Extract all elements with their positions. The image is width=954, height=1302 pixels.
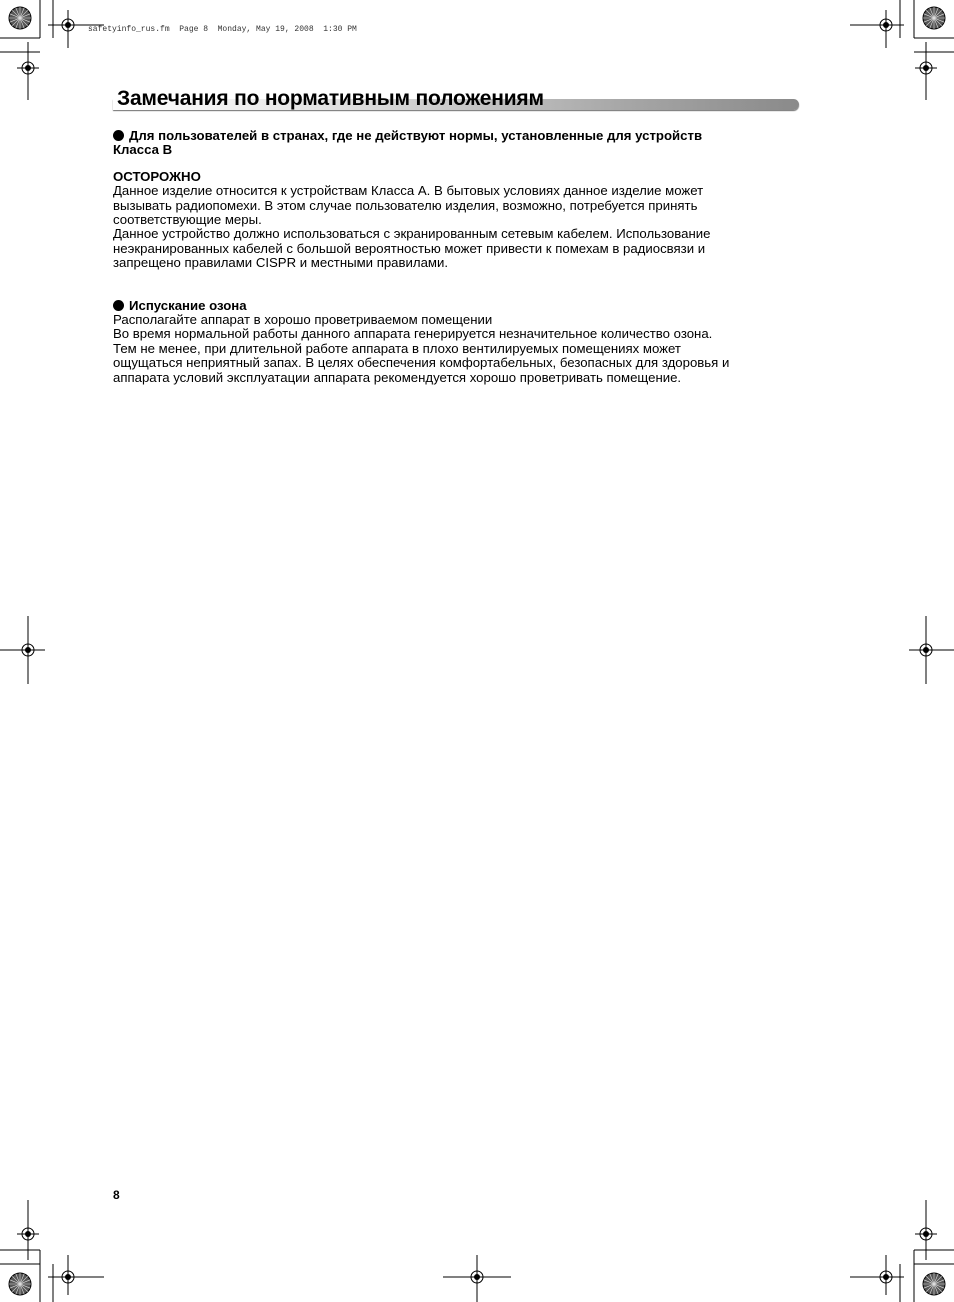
text-line: Располагайте аппарат в хорошо проветриваемом помещении	[113, 312, 493, 328]
text-line: ощущаться неприятный запах. В целях обеспечения комфортабельных, безопасных для здоровья и	[113, 355, 730, 371]
text-line: Во время нормальной работы данного аппарата генерируется незначительное количество озона.	[113, 326, 713, 342]
text-line: Данное устройство должно использоваться с экранированным сетевым кабелем. Использование	[113, 226, 711, 242]
page-number: 8	[113, 1188, 120, 1202]
section-heading-line1: Для пользователей в странах, где не действуют нормы, установленные для устройств	[129, 128, 703, 143]
text-line: неэкранированных кабелей с большой вероятностью может привести к помехам в радиосвязи и	[113, 240, 706, 256]
text-line: вызывать радиопомехи. В этом случае пользователю изделия, возможно, потребуется принять	[113, 197, 698, 213]
text-line: Тем не менее, при длительной работе аппарата в плохо вентилируемых помещениях может	[113, 340, 681, 356]
print-header: safetyinfo_rus.fm Page 8 Monday, May 19, 2008 1:30 PM	[88, 25, 357, 34]
text-line: запрещено правилами CISPR и местными правилами.	[113, 255, 449, 271]
page-title: Замечания по нормативным положениям	[117, 87, 544, 110]
caution-label: ОСТОРОЖНО	[113, 168, 201, 184]
text-line: аппарата условий эксплуатации аппарата рекомендуется хорошо проветривать помещение.	[113, 369, 682, 385]
section-heading-line2: Класса B	[113, 142, 173, 158]
ozone-heading: Испускание озона	[129, 297, 247, 313]
text-line: соответствующие меры.	[113, 212, 262, 228]
text-line: Данное изделие относится к устройствам Класса A. В бытовых условиях данное изделие может	[113, 183, 704, 199]
